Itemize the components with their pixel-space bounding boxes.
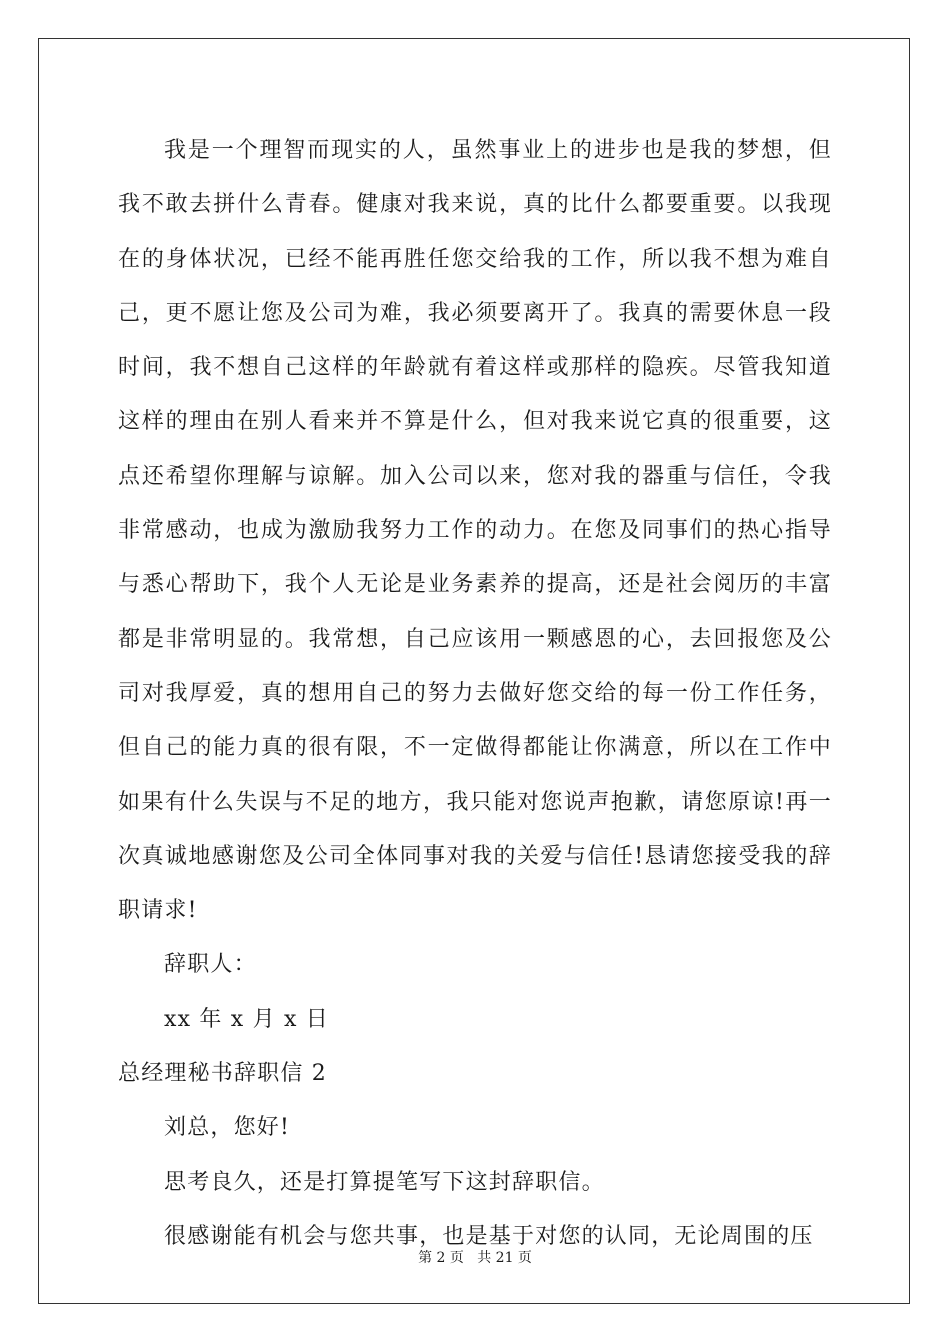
opening-line: 思考良久，还是打算提笔写下这封辞职信。 — [164, 1169, 605, 1195]
document-body — [118, 124, 832, 1264]
resignation-paragraph: 我是一个理智而现实的人，虽然事业上的进步也是我的梦想，但我不敢去拼什么青春。健康对我来说，真的比什么都要重要。以我现在的身体状况，已经不能再胜任您交给我的工作，所以我不想为难自己，更不愿让您及公司为难，我必须要离开了。我真的需要休息一段时间，我不想自己这样的年龄就有着这样或那样的隐疾。尽管我知道这样的理由在别人看来并不算是什么，但对我来说它真的很重要，这点还希望你理解与谅解。加入公司以来，您对我的器重与信任，令我非常感动，也成为激励我努力工作的动力。在您及同事们的热心指导与悉心帮助下，我个人无论是业务素养的提高，还是社会阅历的丰富都是非常明显的。我常想，自己应该用一颗感恩的心，去回报您及公司对我厚爱，真的想用自己的努力去做好您交给的每一份工作任务，但自己的能力真的很有限，不一定做得都能让你满意，所以在工作中如果有什么失误与不足的地方，我只能对您说声抱歉，请您原谅!再一次真诚地感谢您及公司全体同事对我的关爱与信任!恳请您接受我的辞职请求! — [118, 138, 832, 924]
page-indicator: 第 2 页 共 21 页 — [418, 1250, 532, 1266]
next-paragraph: 很感谢能有机会与您共事，也是基于对您的认同，无论周围的压 — [164, 1223, 814, 1249]
date-line: xx 年 x 月 x 日 — [164, 1006, 329, 1032]
salutation: 刘总，您好! — [164, 1115, 291, 1141]
signature-label: 辞职人： — [164, 952, 257, 978]
section-title: 总经理秘书辞职信 2 — [118, 1061, 327, 1087]
